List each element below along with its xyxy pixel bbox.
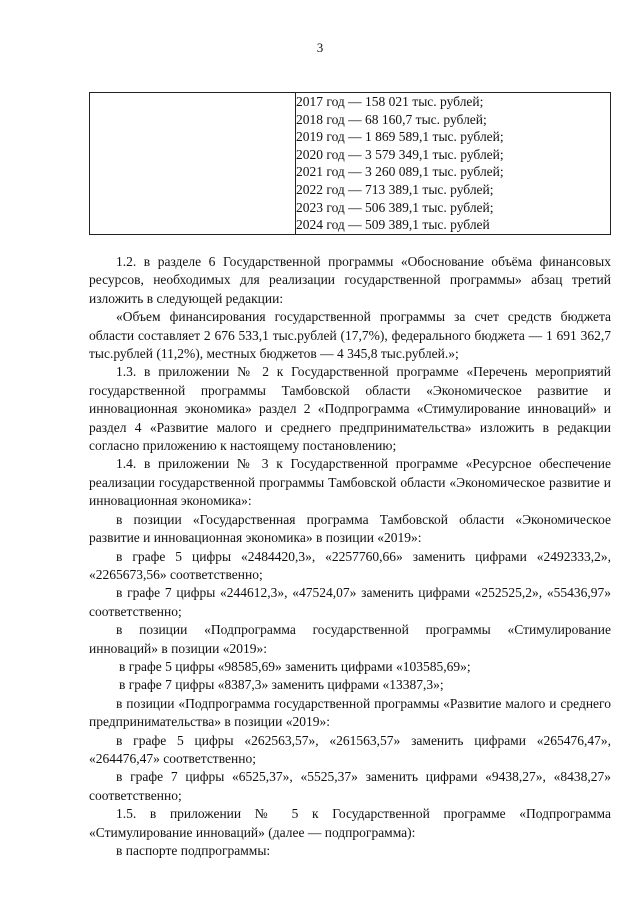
paragraph-column-7-innovations: в графе 7 цифры «8387,3» заменить цифрами «13387,3»; [119,677,444,693]
page-number: 3 [316,40,324,55]
paragraph-1-4: 1.4. в приложении № 3 к Государственной программе «Ресурсное обеспечение реализации государственной программы Тамбовской области «Экономическое развитие и инновационная экономика»: [89,456,611,509]
document-body [89,253,611,860]
paragraph-column-5-innovations: в графе 5 цифры «98585,69» заменить цифрами «103585,69»; [119,658,471,674]
budget-table-label-cell [90,93,296,235]
paragraph-passport: в паспорте подпрограммы: [116,843,271,858]
budget-year-line: 2021 год — 3 260 089,1 тыс. рублей; [296,164,504,180]
paragraph-1-5: 1.5. в приложении № 5 к Государственной программе «Подпрограмма «Стимулирование инноваций» (далее — подпрограмма): [89,806,611,840]
paragraph-position-small-business: в позиции «Подпрограмма государственной программы «Развитие малого и среднего предпринимательства» в позиции «2019»: [89,695,611,730]
paragraph-column-7-small-business: в графе 7 цифры «6525,37», «5525,37» заменить цифрами «9438,27», «8438,27» соответственно; [89,769,611,803]
paragraph-position-innovations: в позиции «Подпрограмма государственной программы «Стимулирование инноваций» в позиции «2019»: [89,622,611,656]
paragraph-column-5-small-business: в графе 5 цифры «262563,57», «261563,57» заменить цифрами «265476,47», «264476,47» соответственно; [89,732,611,766]
paragraph-column-5: в графе 5 цифры «2484420,3», «2257760,66» заменить цифрами «2492333,2», «2265673,56» соответственно; [89,548,611,582]
paragraph-1-3: 1.3. в приложении № 2 к Государственной программе «Перечень мероприятий государственной программы Тамбовской области «Экономическое развитие и инновационная экономика» раздел 2 «Подпрограмма «Стимулирование инноваций» и раздел 4 «Развитие малого и среднего предпринимательства» изложить в редакции согласно приложению к настоящему постановлению; [89,364,611,454]
budget-year-line: 2018 год — 68 160,7 тыс. рублей; [296,111,487,127]
paragraph-quote-financing: «Объем финансирования государственной программы за счет средств бюджета области составляет 2 676 533,1 тыс.рублей (17,7%), федерального бюджета — 1 691 362,7 тыс.рублей (11,2%), местных бюджетов — 4 345,8 тыс.рублей.»; [89,309,611,362]
paragraph-1-2: 1.2. в разделе 6 Государственной программы «Обоснование объёма финансовых ресурсов, необходимых для реализации государственной программы» абзац третий изложить в следующей редакции: [89,254,611,306]
budget-year-line: 2019 год — 1 869 589,1 тыс. рублей; [296,129,504,145]
budget-year-line: 2022 год — 713 389,1 тыс. рублей; [296,181,494,197]
budget-table-values-cell [296,93,611,235]
paragraph-position-program: в позиции «Государственная программа Тамбовской области «Экономическое развитие и инновационная экономика» в позиции «2019»: [89,511,611,546]
budget-table [89,92,611,235]
budget-year-line: 2017 год — 158 021 тыс. рублей; [296,94,484,109]
paragraph-column-7: в графе 7 цифры «244612,3», «47524,07» заменить цифрами «252525,2», «55436,97» соответственно; [89,585,611,619]
budget-year-line: 2023 год — 506 389,1 тыс. рублей; [296,199,494,215]
budget-year-line: 2024 год — 509 389,1 тыс. рублей [296,217,490,233]
budget-year-line: 2020 год — 3 579 349,1 тыс. рублей; [296,146,504,162]
